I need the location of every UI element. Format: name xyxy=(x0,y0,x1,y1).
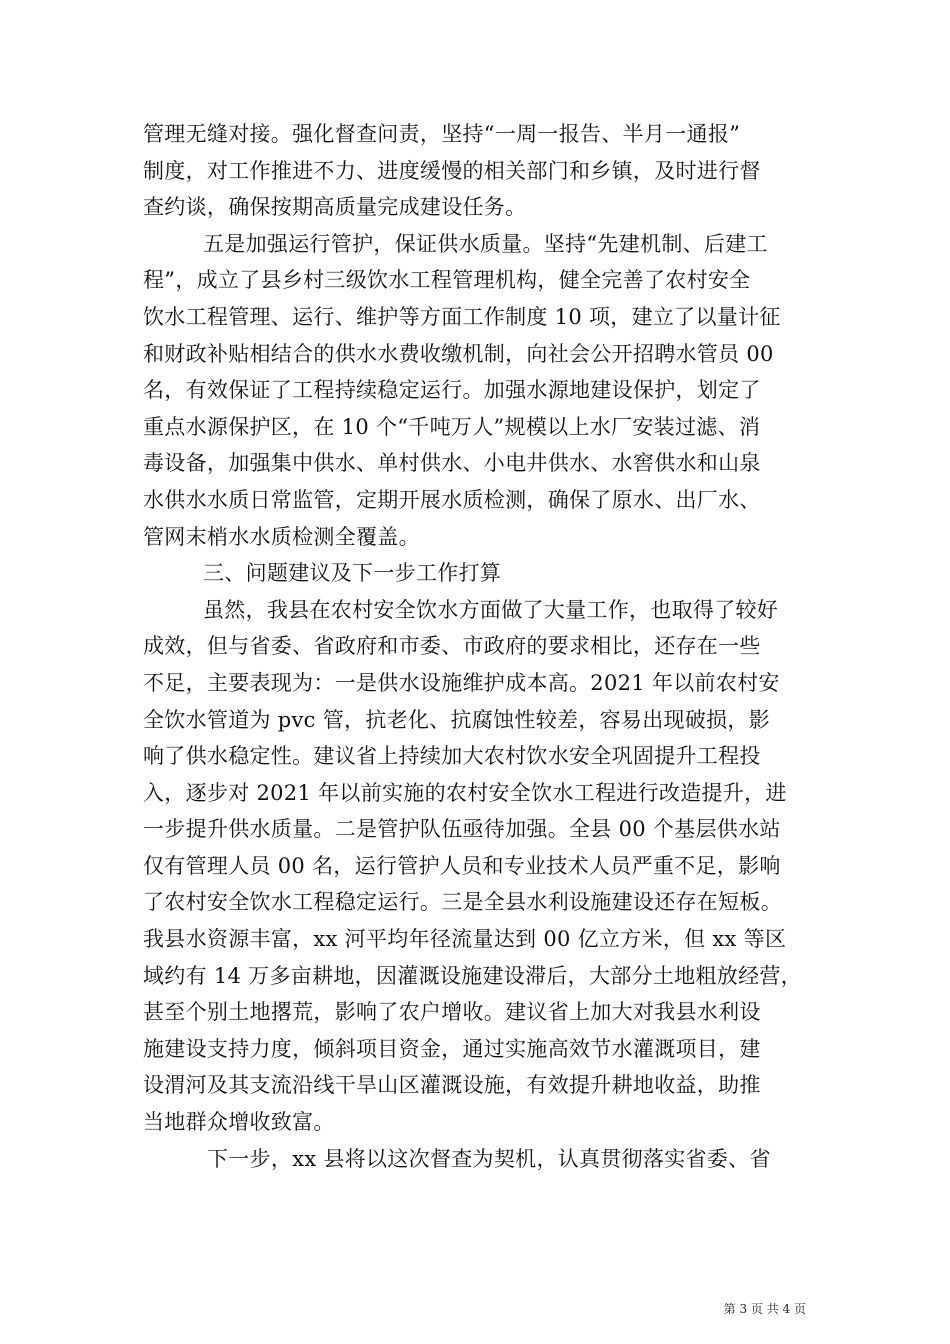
text-line: 管理无缝对接。强化督查问责，坚持“一周一报告、半月一通报” xyxy=(143,122,741,146)
text-line: 入，逐步对 2021 年以前实施的农村安全饮水工程进行改造提升，进 xyxy=(143,780,787,805)
text-line: 了农村安全饮水工程稳定运行。三是全县水利设施建设还存在短板。 xyxy=(143,890,782,915)
text-line: 查约谈，确保按期高质量完成建设任务。 xyxy=(143,195,527,220)
text-line: 和财政补贴相结合的供水水费收缴机制，向社会公开招聘水管员 00 xyxy=(143,341,774,366)
body-text xyxy=(143,116,808,1177)
text-line: 水供水水质日常监管，定期开展水质检测，确保了原水、出厂水、 xyxy=(143,487,761,512)
text-line: 程”，成立了县乡村三级饮水工程管理机构，健全完善了农村安全 xyxy=(143,268,751,293)
paragraph-start-line: 虽然，我县在农村安全饮水方面做了大量工作，也取得了较好 xyxy=(203,597,779,622)
text-line: 管网末梢水水质检测全覆盖。 xyxy=(143,524,420,549)
text-line: 施建设支持力度，倾斜项目资金，通过实施高效节水灌溉项目，建 xyxy=(143,1036,761,1061)
text-line: 响了供水稳定性。建议省上持续加大农村饮水安全巩固提升工程投 xyxy=(143,744,761,769)
text-line: 制度，对工作推进不力、进度缓慢的相关部门和乡镇，及时进行督 xyxy=(143,158,761,183)
text-line: 全饮水管道为 pvc 管，抗老化、抗腐蚀性较差，容易出现破损，影 xyxy=(143,707,771,732)
text-line: 我县水资源丰富，xx 河平均年径流量达到 00 亿立方米，但 xx 等区 xyxy=(143,927,787,952)
text-line: 不足，主要表现为：一是供水设施维护成本高。2021 年以前农村安 xyxy=(143,670,780,695)
text-line: 一步提升供水质量。二是管护队伍亟待加强。全县 00 个基层供水站 xyxy=(143,817,781,842)
text-line: 仅有管理人员 00 名，运行管护人员和专业技术人员严重不足，影响 xyxy=(143,853,781,878)
text-line: 饮水工程管理、运行、维护等方面工作制度 10 项，建立了以量计征 xyxy=(143,304,781,329)
page-number-footer: 第 3 页 共 4 页 xyxy=(723,1302,806,1316)
section-heading: 三、问题建议及下一步工作打算 xyxy=(203,561,502,586)
text-line: 重点水源保护区，在 10 个“千吨万人”规模以上水厂安装过滤、消 xyxy=(143,414,761,439)
text-line: 毒设备，加强集中供水、单村供水、小电井供水、水窖供水和山泉 xyxy=(143,451,761,476)
text-line: 域约有 14 万多亩耕地，因灌溉设施建设滞后，大部分土地粗放经营， xyxy=(143,963,802,988)
paragraph-start-line: 下一步，xx 县将以这次督查为契机，认真贯彻落实省委、省 xyxy=(207,1146,771,1171)
text-line: 甚至个别土地撂荒，影响了农户增收。建议省上加大对我县水利设 xyxy=(143,1000,761,1025)
text-line: 成效，但与省委、省政府和市委、市政府的要求相比，还存在一些 xyxy=(143,634,761,659)
text-line: 名，有效保证了工程持续稳定运行。加强水源地建设保护，划定了 xyxy=(143,378,761,403)
text-line: 当地群众增收致富。 xyxy=(143,1110,335,1135)
paragraph-start-line: 五是加强运行管护，保证供水质量。坚持“先建机制、后建工 xyxy=(203,231,768,256)
text-line: 设渭河及其支流沿线干旱山区灌溉设施，有效提升耕地收益，助推 xyxy=(143,1073,761,1098)
